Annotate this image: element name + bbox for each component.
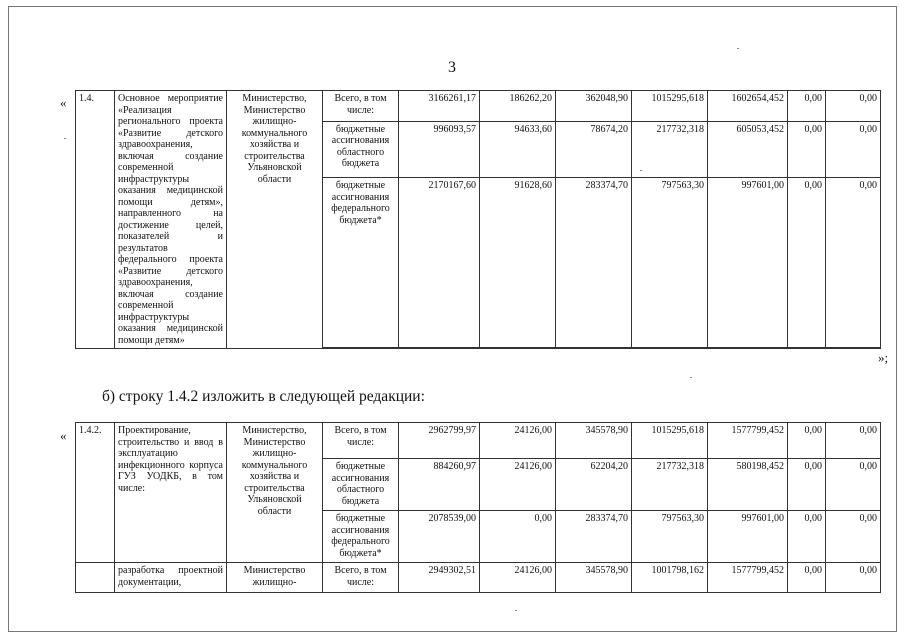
value-cell: 0,00: [788, 178, 826, 348]
table-row: [76, 423, 881, 459]
value-cell: 1015295,618: [632, 91, 708, 122]
funding-source: Всего, в том числе:: [323, 91, 399, 122]
value-cell: 362048,90: [556, 91, 632, 122]
value-cell: 24126,00: [480, 459, 556, 511]
row-number: 1.4.2.: [76, 423, 115, 563]
value-cell: 78674,20: [556, 121, 632, 177]
value-cell: 283374,70: [556, 178, 632, 348]
value-cell: 580198,452: [708, 459, 788, 511]
value-cell: 0,00: [788, 511, 826, 563]
value-cell: 94633,60: [480, 121, 556, 177]
value-cell: 24126,00: [480, 423, 556, 459]
value-cell: 186262,20: [480, 91, 556, 122]
value-cell: 884260,97: [399, 459, 480, 511]
value-cell: 1001798,162: [632, 563, 708, 593]
quote-open-1: «: [60, 95, 67, 110]
funding-source: бюджетные ассигнования федерального бюджета*: [323, 511, 399, 563]
value-cell: 0,00: [788, 121, 826, 177]
value-cell: 797563,30: [632, 178, 708, 348]
funding-source: Всего, в том числе:: [323, 423, 399, 459]
section-heading: б) строку 1.4.2 изложить в следующей редакции:: [102, 388, 425, 405]
row-executor: Министерство, Министерство жилищно-коммунального хозяйства и строительства Ульяновской области: [227, 91, 323, 349]
value-cell: 2949302,51: [399, 563, 480, 593]
row-description: Проектирование, строительство и ввод в эксплуатацию инфекционного корпуса ГУЗ УОДКБ, в том числе:: [115, 423, 227, 563]
value-cell: 345578,90: [556, 423, 632, 459]
value-cell: 0,00: [788, 459, 826, 511]
value-cell: 2170167,60: [399, 178, 480, 348]
funding-source: бюджетные ассигнования федерального бюджета*: [323, 178, 399, 348]
value-cell: 2078539,00: [399, 511, 480, 563]
table-row-1-4: [75, 90, 881, 349]
table-row-1-4-2: [75, 422, 881, 593]
scan-speck: [737, 48, 739, 49]
value-cell: 0,00: [826, 511, 881, 563]
value-cell: 1577799,452: [708, 423, 788, 459]
value-cell: 1015295,618: [632, 423, 708, 459]
value-cell: 0,00: [480, 511, 556, 563]
row-description: Основное мероприятие «Реализация регионального проекта «Развитие детского здравоохранения, включая создание современной инфраструктуры оказания медицинской помощи детям», направленного на достижение целей, показателей и результатов федерального проекта «Развитие детского здравоохранения, включая создание современной инфраструктуры оказания медицинской помощи детям»: [115, 91, 227, 349]
value-cell: 797563,30: [632, 511, 708, 563]
value-cell: 217732,318: [632, 121, 708, 177]
funding-source: бюджетные ассигнования областного бюджета: [323, 459, 399, 511]
scan-speck: [515, 610, 517, 611]
value-cell: 0,00: [826, 121, 881, 177]
value-cell: 345578,90: [556, 563, 632, 593]
sub-executor: Министерство жилищно-: [227, 563, 323, 593]
value-cell: 997601,00: [708, 511, 788, 563]
value-cell: 91628,60: [480, 178, 556, 348]
value-cell: 0,00: [826, 178, 881, 348]
value-cell: 217732,318: [632, 459, 708, 511]
value-cell: 1602654,452: [708, 91, 788, 122]
value-cell: 3166261,17: [399, 91, 480, 122]
sub-description: разработка проектной документации,: [115, 563, 227, 593]
value-cell: 0,00: [788, 91, 826, 122]
value-cell: 997601,00: [708, 178, 788, 348]
value-cell: 0,00: [826, 563, 881, 593]
scan-speck: [640, 170, 642, 171]
table-row: [76, 563, 881, 593]
value-cell: 2962799,97: [399, 423, 480, 459]
value-cell: 0,00: [788, 423, 826, 459]
quote-open-2: «: [60, 428, 67, 443]
row-number: 1.4.: [76, 91, 115, 349]
funding-source: бюджетные ассигнования областного бюджета: [323, 121, 399, 177]
scan-speck: [64, 138, 66, 139]
funding-source: Всего, в том числе:: [323, 563, 399, 593]
row-executor: Министерство, Министерство жилищно-коммунального хозяйства и строительства Ульяновской области: [227, 423, 323, 563]
value-cell: 996093,57: [399, 121, 480, 177]
value-cell: 283374,70: [556, 511, 632, 563]
quote-close-1: »;: [878, 350, 889, 365]
row-number: [76, 563, 115, 593]
value-cell: 0,00: [826, 423, 881, 459]
page-number: 3: [448, 59, 456, 76]
value-cell: 0,00: [788, 563, 826, 593]
value-cell: 0,00: [826, 91, 881, 122]
value-cell: 0,00: [826, 459, 881, 511]
value-cell: 605053,452: [708, 121, 788, 177]
value-cell: 24126,00: [480, 563, 556, 593]
table-row: [76, 91, 881, 122]
value-cell: 62204,20: [556, 459, 632, 511]
value-cell: 1577799,452: [708, 563, 788, 593]
scan-speck: [690, 377, 692, 378]
